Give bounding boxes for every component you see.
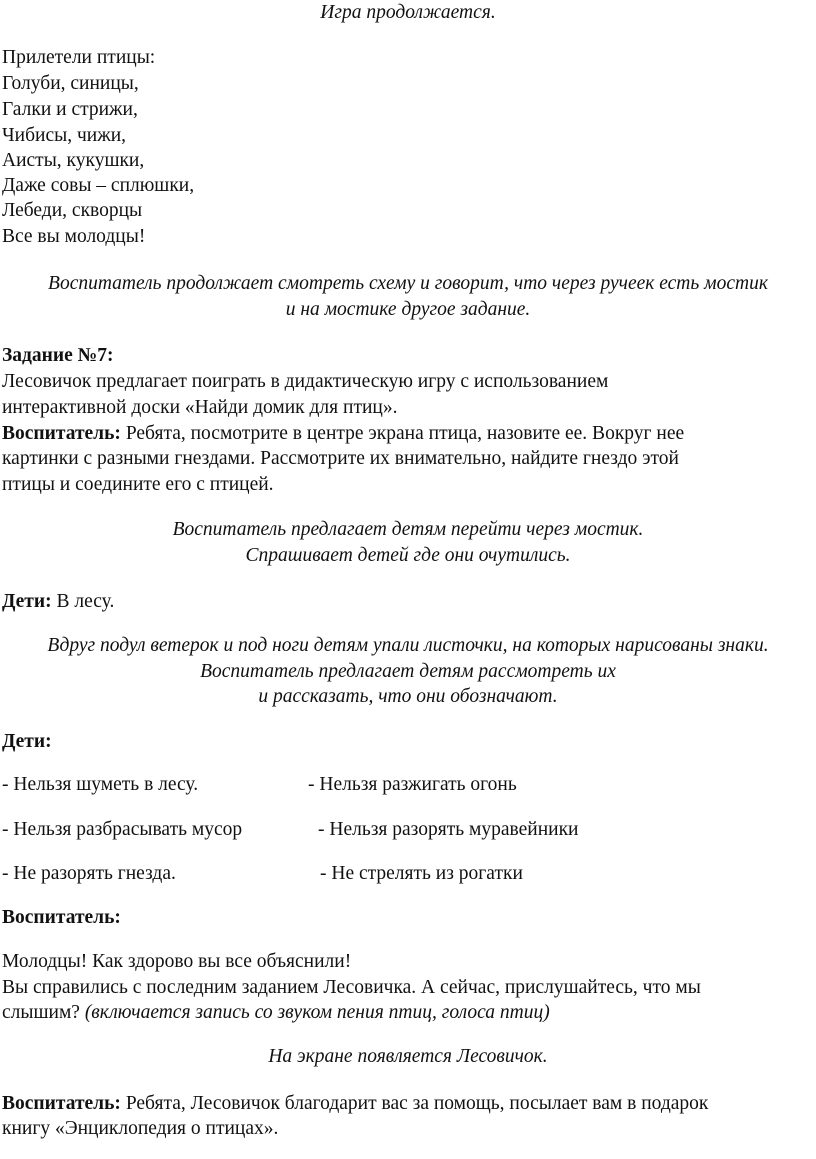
task-text: Лесовичок предлагает поиграть в дидактическую игру с использованием [2,371,609,392]
stage-note: и на мостике другое задание. [285,299,531,320]
speaker-line [2,1091,708,1117]
stage-note: Воспитатель продолжает смотреть схему и говорит, что через ручеек есть мостик [48,273,768,294]
rule-item: - Нельзя разжигать огонь [308,774,517,795]
poem-line: Прилетели птицы: [2,47,156,68]
speech-text: картинки с разными гнездами. Рассмотрите их внимательно, найдите гнездо этой [2,448,679,469]
speech-text: Ребята, посмотрите в центре экрана птица, назовите ее. Вокруг нее [120,423,685,444]
rule-item: - Не разорять гнезда. [2,863,176,884]
task-text: интерактивной доски «Найди домик для птиц». [2,397,398,418]
poem-line: Все вы молодцы! [2,226,146,247]
poem-line: Аисты, кукушки, [2,150,145,171]
stage-note: Воспитатель предлагает детям перейти через мостик. [172,519,644,540]
speaker-label: Воспитатель: [2,1093,121,1114]
speech-text: книгу «Энциклопедия о птицах». [2,1118,279,1139]
stage-note: Воспитатель предлагает детям рассмотреть их [200,661,616,682]
poem-line: Лебеди, скворцы [2,200,143,221]
task-title: Задание №7: [2,345,114,366]
rule-item: - Нельзя разорять муравейники [318,819,579,840]
rule-item: - Нельзя разбрасывать мусор [2,819,243,840]
speech-text: Молодцы! Как здорово вы все объяснили! [2,951,352,972]
speech-text: Вы справились с последним заданием Лесовичка. А сейчас, прислушайтесь, что мы [2,977,701,998]
stage-note: Спрашивает детей где они очутились. [245,545,571,566]
stage-note: и рассказать, что они обозначают. [258,686,558,707]
section-heading: Игра продолжается. [320,2,496,23]
speech-text: слышим? [2,1002,85,1023]
poem-line: Голуби, синицы, [2,73,139,94]
speaker-label: Воспитатель: [2,423,121,444]
speech-text: В лесу. [51,591,115,612]
speaker-label: Дети: [2,731,52,752]
poem-line: Галки и стрижи, [2,99,138,120]
speaker-label: Дети: [2,591,52,612]
speech-text: птицы и соедините его с птицей. [2,474,274,495]
poem-line: Чибисы, чижи, [2,125,126,146]
stage-note: Вдруг подул ветерок и под ноги детям упали листочки, на которых нарисованы знаки. [47,635,769,656]
speaker-label: Воспитатель: [2,907,121,928]
rule-item: - Нельзя шуметь в лесу. [2,774,199,795]
stage-note: На экране появляется Лесовичок. [268,1046,548,1067]
speech-line [2,1000,550,1026]
poem-line: Даже совы – сплюшки, [2,175,195,196]
speaker-line [2,589,114,615]
rule-item: - Не стрелять из рогатки [320,863,523,884]
speaker-line [2,421,684,447]
speech-text: Ребята, Лесовичок благодарит вас за помощь, посылает вам в подарок [120,1093,709,1114]
stage-remark: (включается запись со звуком пения птиц, голоса птиц) [84,1002,550,1023]
